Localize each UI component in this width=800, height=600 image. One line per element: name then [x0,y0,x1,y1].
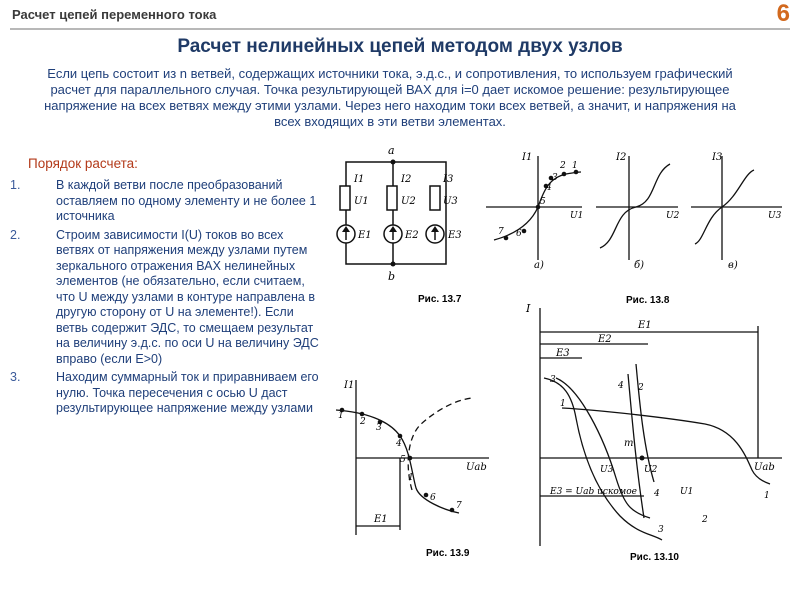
ib-label: I2 [616,152,627,163]
curve-label: 1 [764,491,770,501]
e3-label: E3 [448,230,462,241]
step-text: Находим суммарный ток и приравниваем его нулю. Точка пересечения с осью U даст результирующее напряжение между узлами [56,370,319,415]
curve-label: 3 [550,375,556,385]
uab-label: Uab [466,462,487,473]
e1-label: E1 [374,514,388,525]
node-a-label: a [388,144,395,157]
ua-label: U1 [570,211,584,221]
steps-list [10,178,322,420]
ia-label: I1 [522,152,533,163]
equation-label: E3 = Uab искомое [550,487,637,497]
lc-label: в) [728,260,738,271]
point-label: 7 [498,227,504,237]
uab-label: Uab [754,462,775,473]
la-label: а) [534,260,544,271]
e1-label: E1 [358,230,372,241]
node-b-label: b [388,270,396,283]
curve-label: 2 [638,383,644,393]
u3-label: U3 [443,196,458,207]
figure-caption: Рис. 13.9 [426,548,470,559]
step-number: 1. [10,178,21,192]
step-item [10,370,322,417]
curve-label: 2 [702,515,708,525]
point-label: 1 [338,411,344,421]
step-text: Строим зависимости I(U) токов во всех ветвях от напряжения между узлами путем зеркального отражения ВАХ нелинейных элементов (не обязательно, если считаем, что U между узлами в контуре направлена в другую сторону от U на элементе!). Если ветвь содержит ЭДС, то смещаем результат на величину э.д.с. по оси U на величину ЭДС вправо (если E>0) [56,227,319,366]
slide-number: 6 [776,0,790,27]
point-label: 4 [396,439,402,449]
point-label: 5 [540,197,546,207]
figure-13-7-circuit [318,142,478,312]
curve-label: 4 [654,489,660,499]
point-label: 2 [360,417,366,427]
e1-label: E1 [638,320,652,331]
step-number: 3. [10,370,21,384]
step-item [10,228,322,368]
uc-label: U3 [768,211,782,221]
i1-label: I1 [354,174,365,185]
e3-label: E3 [556,348,570,359]
i2-label: I2 [401,174,412,185]
steps-heading: Порядок расчета: [28,156,138,171]
i1-label: I1 [344,380,355,391]
curve-label: 4 [618,381,624,391]
u2-label: U2 [644,465,658,475]
u3-label: U3 [600,465,614,475]
figure-13-9-mirror [334,370,492,560]
intro-paragraph: Если цепь состоит из n ветвей, содержащих источники тока, э.д.с., и сопротивления, то используем графический расчет для параллельного случая. Точка результирующей ВАХ для i=0 дает искомое решение: результирующее напряжение на всех ветвях между этими узлами. Через него находим токи всех ветвей, а значит, и напряжения на всех входящих в эти ветви элементах. [44,66,736,129]
figure-13-8-curves [486,148,786,308]
ub-label: U2 [666,211,680,221]
point-label: 6 [516,229,522,239]
i-axis-label: I [526,302,531,315]
header-title: Расчет цепей переменного тока [12,7,217,22]
page-title: Расчет нелинейных цепей методом двух узлов [177,36,623,57]
point-label: 3 [376,423,382,433]
point-label: 6 [430,493,436,503]
u1-label: U1 [680,487,694,497]
figure-caption: Рис. 13.10 [630,552,679,563]
point-label: 4 [546,183,552,193]
step-number: 2. [10,227,21,242]
step-item [10,178,322,225]
figure-13-10-sum [520,298,790,568]
curve-label: 3 [658,525,664,535]
point-label: 3 [552,173,558,183]
figure-caption: Рис. 13.8 [626,295,670,306]
lb-label: б) [634,260,645,271]
slide-header [0,0,800,30]
i3-label: I3 [443,174,454,185]
figure-caption: Рис. 13.7 [418,294,462,305]
u2-label: U2 [401,196,416,207]
e2-label: E2 [598,334,612,345]
u1-label: U1 [354,196,369,207]
header-divider [10,28,790,30]
curve-label: 1 [560,399,566,409]
e2-label: E2 [405,230,419,241]
step-text: В каждой ветви после преобразований оставляем по одному элементу и не более 1 источника [56,178,317,223]
point-label: 7 [456,501,462,511]
point-label: 1 [572,161,578,171]
point-label: 5 [400,455,406,465]
ic-label: I3 [712,152,723,163]
curve-label: 1 [408,473,414,483]
point-label: 2 [560,161,566,171]
m-label: m [624,438,634,449]
